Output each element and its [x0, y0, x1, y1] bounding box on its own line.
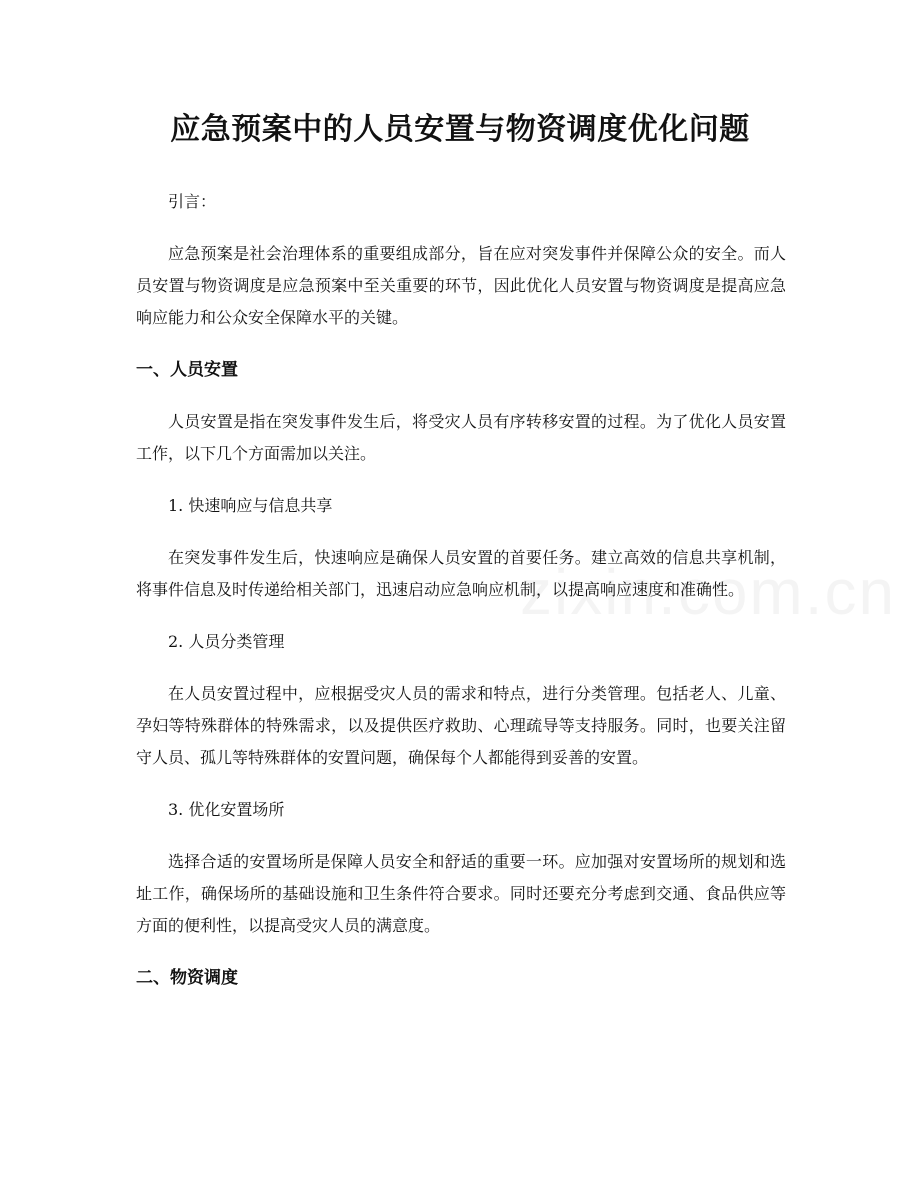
subsection-paragraph-classification: 在人员安置过程中，应根据受灾人员的需求和特点，进行分类管理。包括老人、儿童、孕妇等特殊群体的特殊需求，以及提供医疗救助、心理疏导等支持服务。同时，也要关注留守人员、孤儿等特殊群体的安置问题，确保每个人都能得到妥善的安置。	[136, 684, 786, 767]
subsection-paragraph-response: 在突发事件发生后，快速响应是确保人员安置的首要任务。建立高效的信息共享机制，将事件信息及时传递给相关部门，迅速启动应急响应机制，以提高响应速度和准确性。	[136, 548, 786, 599]
section-heading-supplies: 二、物资调度	[136, 968, 238, 988]
section-paragraph-personnel: 人员安置是指在突发事件发生后，将受灾人员有序转移安置的过程。为了优化人员安置工作，以下几个方面需加以关注。	[136, 412, 786, 463]
section-heading-personnel: 一、人员安置	[136, 360, 238, 380]
subsection-title-response: 1. 快速响应与信息共享	[168, 496, 333, 515]
document-title: 应急预案中的人员安置与物资调度优化问题	[170, 112, 750, 147]
watermark	[520, 555, 896, 629]
subsection-title-classification: 2. 人员分类管理	[168, 632, 285, 651]
intro-paragraph: 应急预案是社会治理体系的重要组成部分，旨在应对突发事件并保障公众的安全。而人员安置与物资调度是应急预案中至关重要的环节，因此优化人员安置与物资调度是提高应急响应能力和公众安全保障水平的关键。	[136, 244, 786, 327]
subsection-paragraph-shelter: 选择合适的安置场所是保障人员安全和舒适的重要一环。应加强对安置场所的规划和选址工作，确保场所的基础设施和卫生条件符合要求。同时还要充分考虑到交通、食品供应等方面的便利性，以提高受灾人员的满意度。	[136, 852, 786, 935]
subsection-title-shelter: 3. 优化安置场所	[168, 800, 285, 819]
intro-label: 引言：	[168, 192, 217, 211]
